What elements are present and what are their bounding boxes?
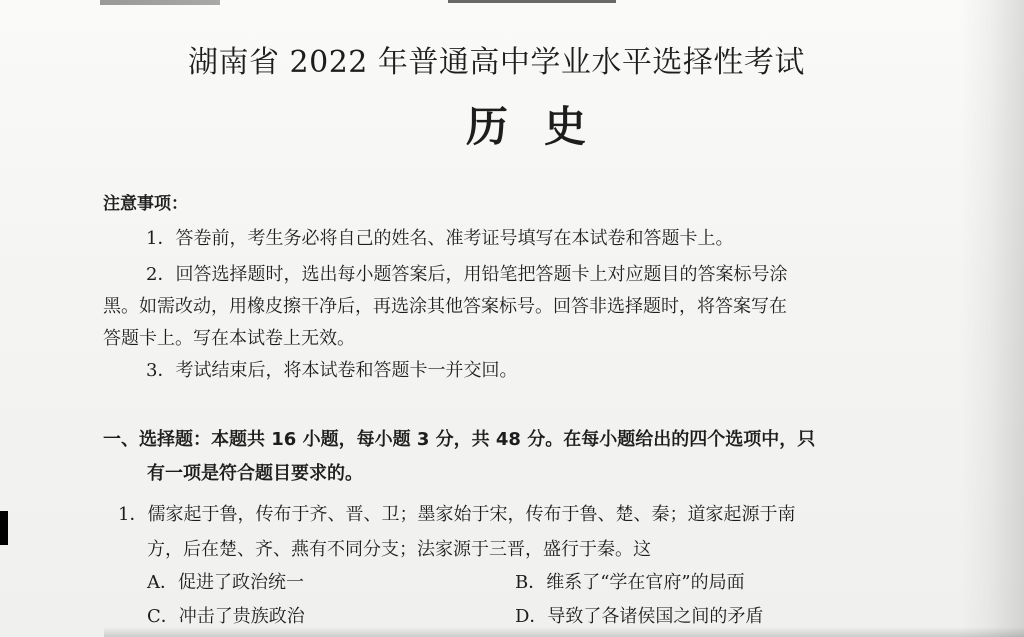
bottom-scan-shadow <box>104 627 1024 637</box>
question-1-option-d: D．导致了各诸侯国之间的矛盾 <box>515 606 764 627</box>
question-1-line-2: 方，后在楚、齐、燕有不同分支；法家源于三晋，盛行于秦。这 <box>147 539 651 560</box>
notice-item-3: 3．考试结束后，将本试卷和答题卡一并交回。 <box>146 360 518 381</box>
top-scan-mark <box>100 0 220 5</box>
section-heading-line-2: 有一项是符合题目要求的。 <box>147 463 363 484</box>
subject-title: 历史 <box>466 102 623 151</box>
question-1-option-a: A．促进了政治统一 <box>147 572 304 593</box>
notice-heading: 注意事项： <box>103 194 188 214</box>
top-rule <box>448 0 616 3</box>
question-1-options-row-1 <box>147 570 867 596</box>
notice-item-1: 1．答卷前，考生务必将自己的姓名、准考证号填写在本试卷和答题卡上。 <box>146 228 734 249</box>
notice-item-2-line-1: 2．回答选择题时，选出每小题答案后，用铅笔把答题卡上对应题目的答案标号涂 <box>146 264 788 285</box>
question-1-option-b: B．维系了“学在官府”的局面 <box>515 572 745 593</box>
left-scan-marker <box>0 511 8 545</box>
question-1-option-c: C．冲击了贵族政治 <box>147 606 305 627</box>
notice-item-2-line-3: 答题卡上。写在本试卷上无效。 <box>103 328 355 349</box>
question-1-line-1: 1．儒家起于鲁，传布于齐、晋、卫；墨家始于宋，传布于鲁、楚、秦；道家起源于南 <box>118 504 796 525</box>
section-heading-line-1: 一、选择题：本题共 16 小题，每小题 3 分，共 48 分。在每小题给出的四个选项中，只 <box>103 429 816 450</box>
page-edge-shadow <box>960 0 1024 637</box>
notice-item-2-line-2: 黑。如需改动，用橡皮擦干净后，再选涂其他答案标号。回答非选择题时，将答案写在 <box>103 296 787 317</box>
exam-title: 湖南省 2022 年普通高中学业水平选择性考试 <box>188 45 805 80</box>
